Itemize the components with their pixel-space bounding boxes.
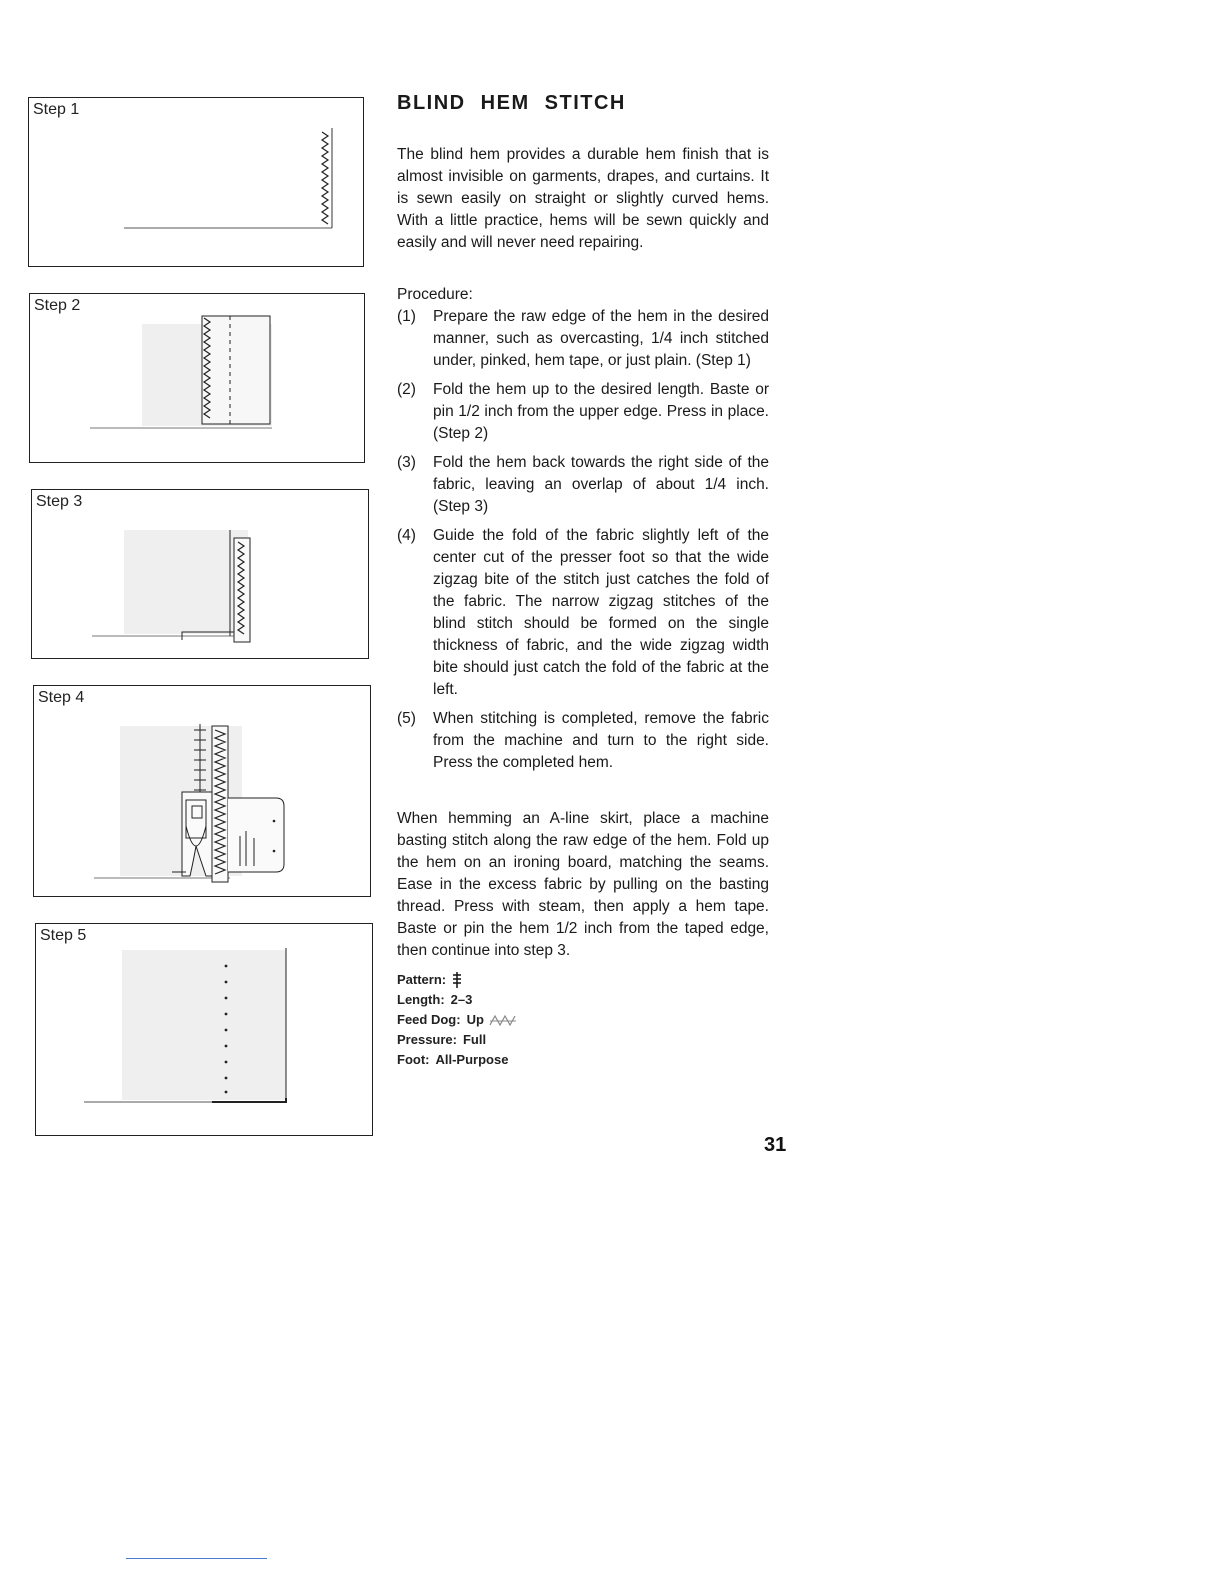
overcast-zigzag (322, 132, 328, 224)
procedure-step-text: Fold the hem up to the desired length. Baste or pin 1/2 inch from the upper edge. Press in place. (Step 2) (433, 381, 769, 442)
foot-label: Foot: (397, 1052, 430, 1067)
feed-dog-label: Feed Dog: (397, 1012, 461, 1027)
page-number: 31 (764, 1134, 787, 1156)
procedure-step-text: When stitching is completed, remove the fabric from the machine and turn to the right side. Press the completed hem. (433, 710, 769, 771)
step-3-illustration (32, 490, 368, 658)
intro-paragraph: The blind hem provides a durable hem finish that is almost invisible on garments, drapes, and curtains. It is sewn easily on straight or slightly curved hems. With a little practice, hems will be sewn quickly and easily and will never need repairing. (397, 146, 769, 251)
procedure-step-number: (3) (397, 454, 416, 471)
step-1-illustration (29, 98, 363, 266)
procedure-step-number: (2) (397, 381, 416, 398)
procedure-step (397, 452, 769, 518)
feed-dog-setting (397, 1010, 769, 1030)
pressure-label: Pressure: (397, 1032, 457, 1047)
pressure-setting (397, 1030, 769, 1050)
procedure-step-text: Fold the hem back towards the right side of the fabric, leaving an overlap of about 1/4 inch. (Step 3) (433, 454, 769, 515)
step-3-panel (31, 489, 369, 659)
step-4-illustration (34, 686, 370, 896)
step-1-panel (28, 97, 364, 267)
length-value: 2–3 (450, 992, 473, 1007)
step-2-panel (29, 293, 365, 463)
pattern-label: Pattern: (397, 972, 447, 987)
procedure-step (397, 708, 769, 774)
procedure-step-text: Guide the fold of the fabric slightly left of the center cut of the presser foot so that the wide zigzag bite of the stitch just catches the fold of the fabric. The narrow zigzag stitches of the blind stitch should be formed on the single thickness of fabric, and the wide zigzag width bite should just catch the fold of the fabric at the left. (433, 527, 769, 698)
step-5-label: Step 5 (40, 927, 87, 944)
procedure-step-number: (5) (397, 710, 416, 727)
feed-dog-up-icon (488, 1013, 518, 1027)
pressure-value: Full (462, 1032, 487, 1047)
procedure-step (397, 306, 769, 372)
footer-rule (126, 1558, 267, 1559)
fabric-edge (228, 798, 284, 872)
step-4-label: Step 4 (38, 689, 85, 706)
machine-settings (397, 970, 769, 1070)
blind-stitch-pattern-icon (452, 970, 462, 990)
step-5-illustration (36, 924, 372, 1135)
length-label: Length: (397, 992, 445, 1007)
procedure-step-number: (4) (397, 527, 416, 544)
procedure-step (397, 525, 769, 701)
foot-value: All-Purpose (435, 1052, 509, 1067)
feed-dog-value: Up (466, 1012, 484, 1027)
pattern-setting (397, 970, 769, 990)
procedure-step-text: Prepare the raw edge of the hem in the desired manner, such as overcasting, 1/4 inch stitched under, pinked, hem tape, or just plain. (Step 1) (433, 308, 769, 369)
step-5-panel (35, 923, 373, 1136)
a-line-skirt-note: When hemming an A-line skirt, place a machine basting stitch along the raw edge of the hem. Fold up the hem on an ironing board, matching the seams. Ease in the excess fabric by pulling on the basting thread. Press with steam, then apply a hem tape. Baste or pin the hem 1/2 inch from the taped edge, then continue into step 3. (397, 810, 769, 959)
foot-setting (397, 1050, 769, 1070)
procedure-heading: Procedure: (397, 286, 473, 303)
step-4-panel (33, 685, 371, 897)
procedure-step-number: (1) (397, 308, 416, 325)
step-2-illustration (30, 294, 364, 462)
step-2-label: Step 2 (34, 297, 81, 314)
page-title: BLIND HEM STITCH (397, 92, 626, 114)
instructions-column (397, 88, 769, 1070)
step-3-label: Step 3 (36, 493, 83, 510)
length-setting (397, 990, 769, 1010)
procedure-step (397, 379, 769, 445)
step-1-label: Step 1 (33, 101, 80, 118)
